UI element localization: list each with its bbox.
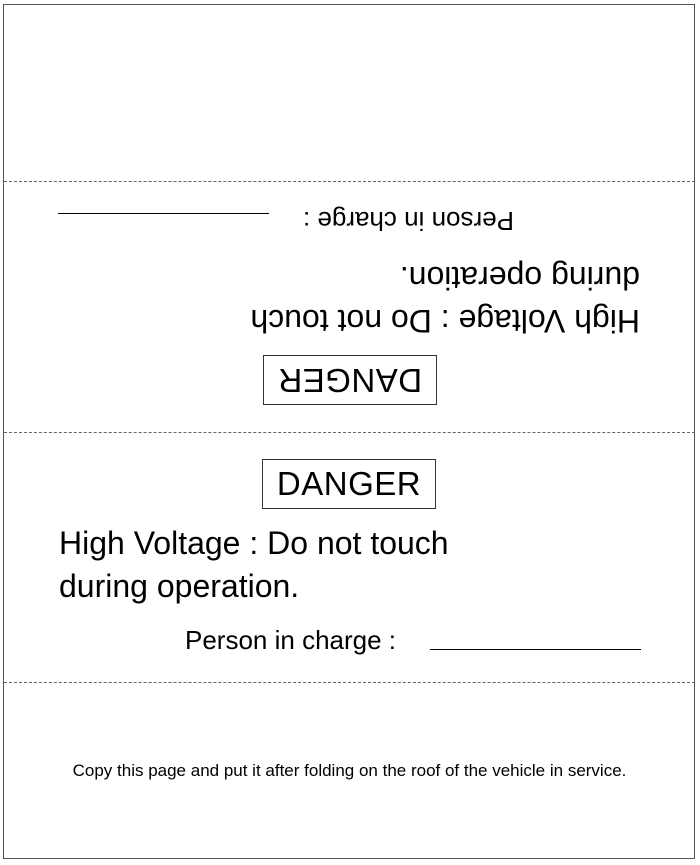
danger-heading: DANGER xyxy=(277,362,423,399)
warning-line-2: during operation. xyxy=(59,568,300,604)
warning-line-1: High Voltage : Do not touch xyxy=(59,525,449,561)
person-in-charge-label: Person in charge : xyxy=(302,206,514,236)
person-in-charge-label: Person in charge : xyxy=(185,625,397,655)
danger-heading-box xyxy=(263,355,437,405)
warning-line-1: High Voltage : Do not touch xyxy=(250,303,640,339)
danger-heading-box xyxy=(262,459,436,509)
folding-instruction: Copy this page and put it after folding on the roof of the vehicle in service. xyxy=(72,761,627,780)
sign-panel-inverted xyxy=(4,182,695,432)
person-in-charge-signature-line xyxy=(58,213,269,214)
warning-text xyxy=(250,256,640,342)
warning-text xyxy=(59,522,449,608)
instruction-panel xyxy=(4,683,695,859)
person-in-charge-signature-line xyxy=(430,649,641,650)
sign-panel-upright xyxy=(4,432,695,682)
danger-heading: DANGER xyxy=(276,465,422,502)
warning-line-2: during operation. xyxy=(399,260,640,296)
